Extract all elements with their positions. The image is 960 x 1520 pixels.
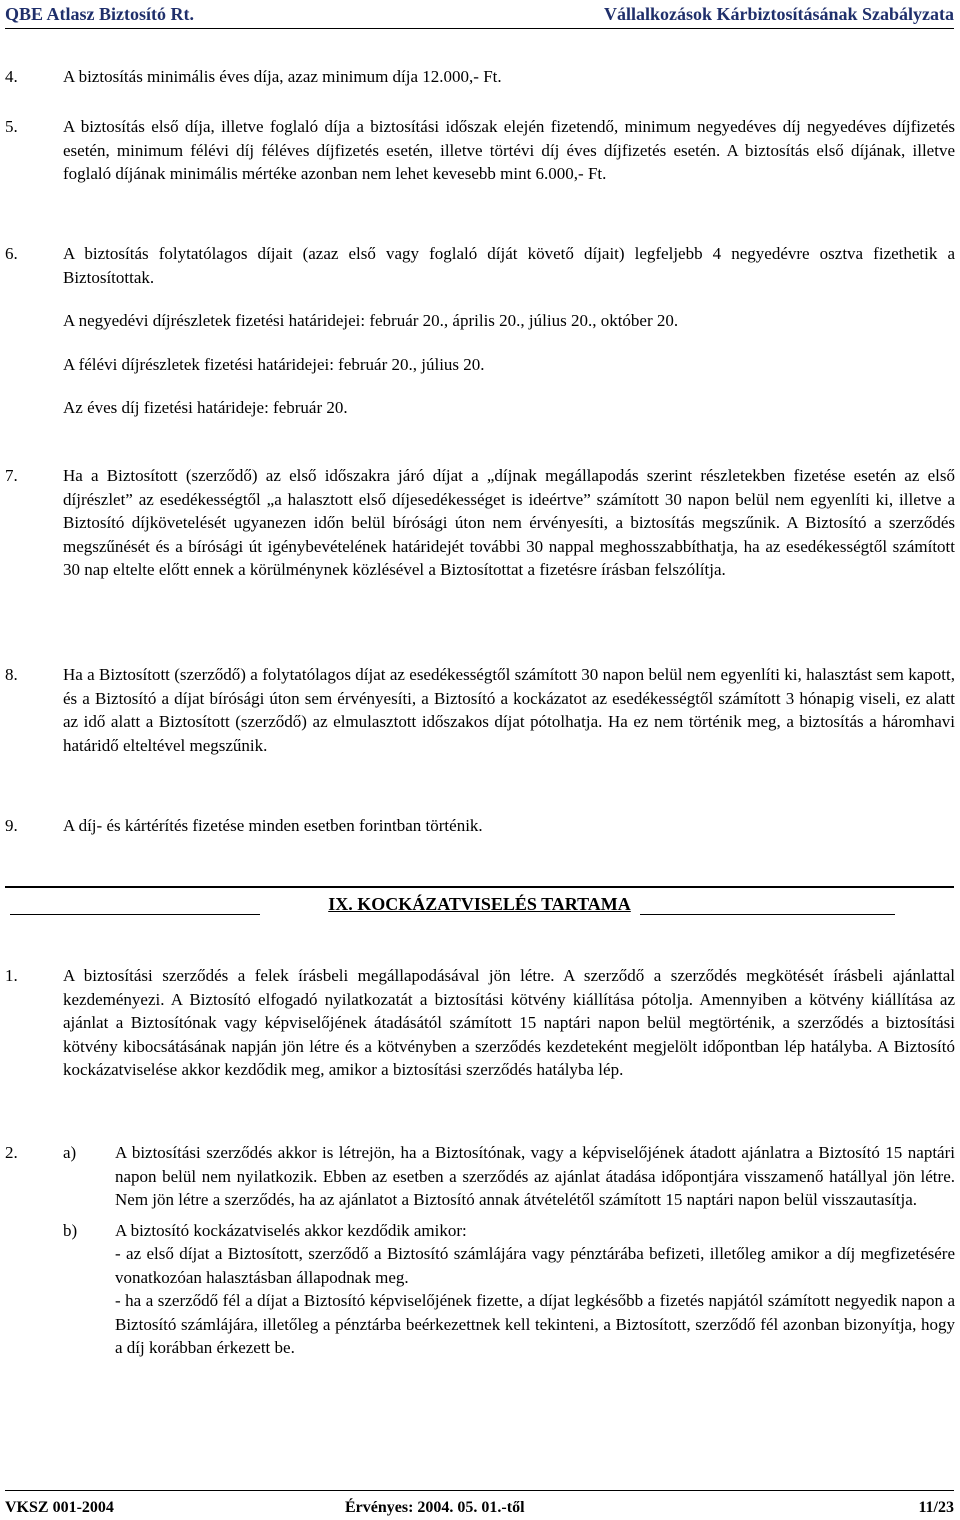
footer-doc-code: VKSZ 001-2004 — [5, 1499, 114, 1516]
subitem-dash-1: - az első díjat a Biztosított, szerződő a Biztosító számlájára vagy pénztárába befizeti, illetőleg amikor a díj megfizetésére vonatkozóan halasztásban állapodnak meg. — [115, 1244, 955, 1287]
header-document-title: Vállalkozások Kárbiztosításának Szabályzata — [603, 4, 954, 24]
item-number: 7. — [5, 466, 18, 485]
item-number: 6. — [5, 244, 18, 263]
item-number: 1. — [5, 966, 18, 985]
quarterly-deadlines: A negyedévi díjrészletek fizetési határidejei: február 20., április 20., július 20., október 20. — [63, 311, 679, 330]
item-text: A biztosítás első díja, illetve foglaló díja a biztosítási időszak elején fizetendő, minimum negyedéves díj negyedéves díjfizetés esetén, minimum félévi díj féléves díjfizetés esetén, illetve törtévi díj éves díjfizetés esetén. A biztosítás első díjának, illetve foglaló díjának minimális mértéke azonban nem lehet kevesebb mint 6.000,- Ft. — [63, 117, 955, 183]
section-title: IX. KOCKÁZATVISELÉS TARTAMA — [328, 894, 631, 914]
subitem-text: A biztosítási szerződés akkor is létrejön, ha a Biztosítónak, vagy a képviselőjének átadott ajánlatra a Biztosító 15 naptári napon belül nem nyilatkozik. Ebben az esetben a szerződés az ajánlat átadása időpontjára visszamenő hatállyal jön létre. Nem jön létre a szerződés, ha az ajánlatot a Biztosító annak átvételétől számított 15 naptári napon belül visszautasítja. — [115, 1143, 955, 1209]
section-item-2 — [5, 1141, 955, 1360]
section-right-underline — [640, 914, 895, 915]
item-9 — [5, 814, 955, 838]
item-text: A biztosítási szerződés a felek írásbeli megállapodásával jön létre. A szerződő a szerződés megkötését írásbeli ajánlattal kezdeményezi. A Biztosító elfogadó nyilatkozatát a biztosítási kötvény kiállítása pótolja. Amennyiben a kötvény kiállítása az ajánlat a Biztosítónak vagy képviselőjének átadásától számított 15 naptári napon belül megtörténik, a szerződés a biztosítási kötvény kibocsátásának napján jön létre és a kötvényben a szerződés kezdeteként megjelölt időpontban lép hatályba. A Biztosító kockázatviselése akkor kezdődik meg, amikor a biztosítási szerződés hatályba lép. — [63, 966, 955, 1079]
section-top-rule — [5, 886, 954, 888]
item-text: Ha a Biztosított (szerződő) az első időszakra járó díjat a „díjnak megállapodás szerint részletekben fizetése esetén az első díjrészlet” az esedékességtől „a halasztott első díjesedékességet is ideértve” számított 30 napon belül nem egyenlíti ki, illetve a Biztosító díjkövetelését ugyanezen időn belül bírósági úton nem érvényesíti, a biztosítás megszűnik. A Biztosító a szerződés megszűnését és a bírósági út igénybevételének határidejét további 30 nappal meghosszabbíthatja, ha az esedékességtől számított 30 nap eltelte előtt ennek a körülménynek közlésével a Biztosítottat a fizetésre írásban felszólítja. — [63, 466, 955, 579]
item-text: Ha a Biztosított (szerződő) a folytatólagos díjat az esedékességtől számított 30 napon belül nem egyenlíti ki, halasztást sem kapott, és a Biztosító a díjat bírósági úton sem érvényesíti, a Biztosító a kockázatot az esedékességtől számított 3 hónapig viseli, ez alatt az idő alatt a Biztosított (szerződő) az elmulasztott időszakos díjat pótolhatja. Ha ez nem történik meg, a biztosítás a háromhavi határidő elteltével megszűnik. — [63, 665, 955, 755]
item-text: A biztosítás minimális éves díja, azaz minimum díja 12.000,- Ft. — [63, 67, 502, 86]
item-number: 9. — [5, 816, 18, 835]
item-number: 2. — [5, 1143, 18, 1162]
semiannual-deadlines: A félévi díjrészletek fizetési határidejei: február 20., július 20. — [63, 354, 485, 374]
item-text: A díj- és kártérítés fizetése minden esetben forintban történik. — [63, 816, 483, 835]
item-8 — [5, 663, 955, 757]
page-header — [5, 0, 954, 29]
item-number: 5. — [5, 117, 18, 136]
subitem-label: b) — [63, 1220, 78, 1240]
item-number: 8. — [5, 665, 18, 684]
page-footer — [5, 1490, 954, 1517]
footer-page-number: 11/23 — [918, 1499, 954, 1516]
section-heading — [5, 893, 954, 917]
subitem-intro: A biztosító kockázatviselés akkor kezdődik amikor: — [115, 1220, 467, 1240]
item-6 — [5, 242, 955, 420]
item-7 — [5, 464, 955, 582]
header-company: QBE Atlasz Biztosító Rt. — [5, 4, 194, 24]
subitem-label: a) — [63, 1143, 77, 1162]
subitem-b — [63, 1219, 955, 1360]
annual-deadline: Az éves díj fizetési határideje: február 20. — [63, 398, 348, 417]
item-5 — [5, 115, 955, 186]
subitem-dash-2: - ha a szerződő fél a díjat a Biztosító képviselőjének fizette, a díjat legkésőbb a fizetés napjától számított negyedik napon a Biztosító számlájára, illetőleg a pénztárba beérkezettnek kell tekinteni, a Biztosított, szerződő fél azonban bizonyítja, hogy a díj korábban érkezett be. — [115, 1291, 955, 1357]
item-number: 4. — [5, 67, 18, 86]
item-4 — [5, 65, 955, 89]
footer-valid-from: Érvényes: 2004. 05. 01.-től — [345, 1499, 525, 1516]
item-text: A biztosítás folytatólagos díjait (azaz első vagy foglaló díját követő díjait) legfeljebb 4 negyedévre osztva fizethetik a Biztosítottak. — [63, 244, 955, 287]
subitem-a — [63, 1141, 955, 1212]
section-item-1 — [5, 964, 955, 1082]
